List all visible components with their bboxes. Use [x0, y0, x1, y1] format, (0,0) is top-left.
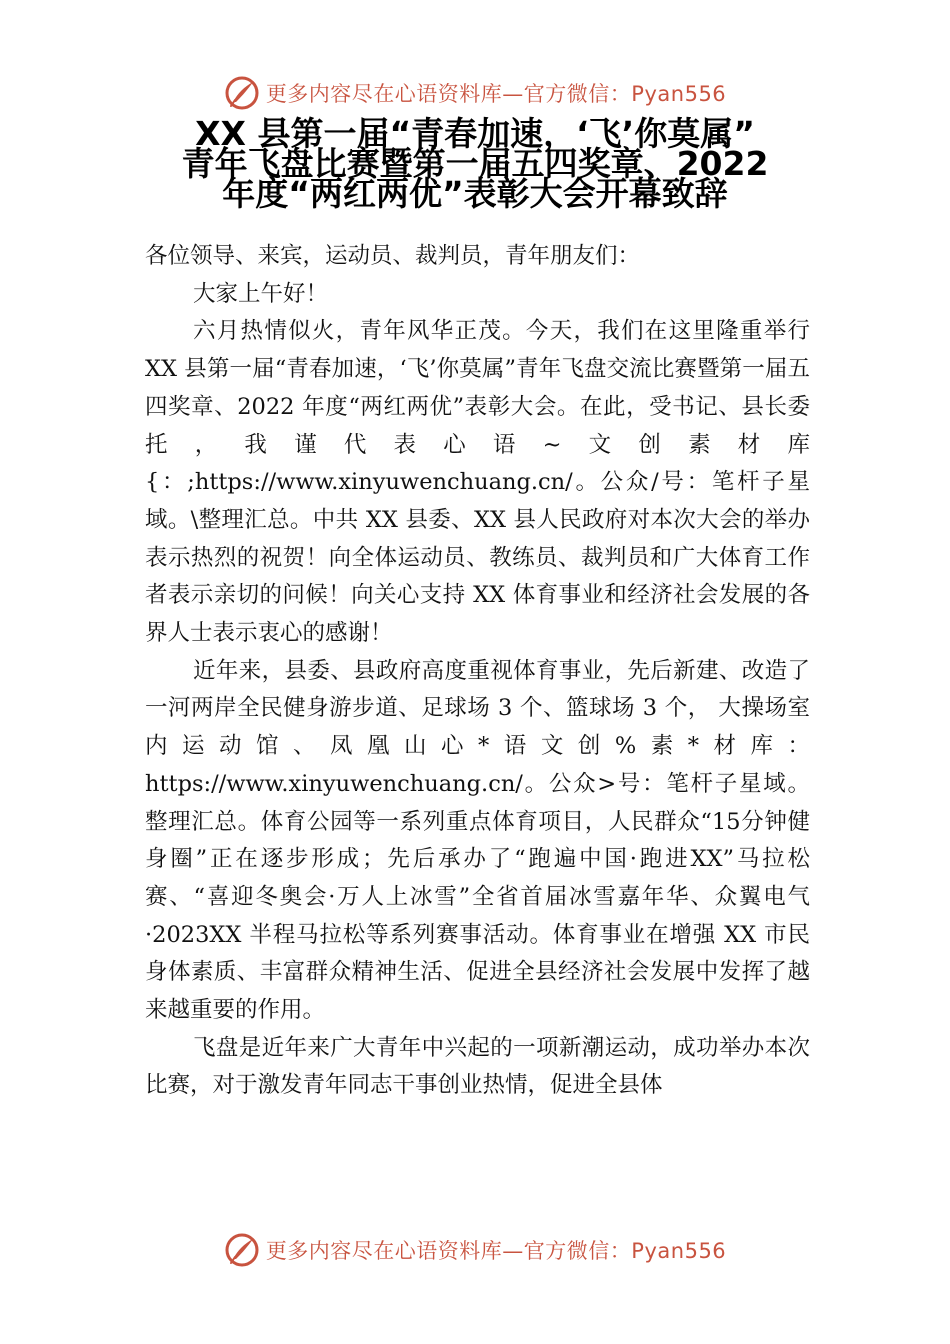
salutation: 各位领导、来宾，运动员、裁判员，青年朋友们： — [145, 243, 641, 269]
greeting: 大家上午好！ — [193, 280, 329, 307]
title-line: XX 县第一届“青春加速，‘飞’你莫属” — [195, 114, 755, 153]
paragraph: 飞盘是近年来广大青年中兴起的一项新潮运动，成功举办本次比赛，对于激发青年同志干事创业热情，促进全县体 — [145, 1034, 810, 1099]
watermark-header — [0, 71, 950, 115]
document-body — [145, 238, 810, 1105]
feather-brush-logo-icon — [224, 1232, 260, 1268]
watermark-text: 更多内容尽在心语资料库—官方微信：Pyan556 — [265, 82, 727, 106]
feather-brush-logo-icon — [224, 75, 260, 111]
title-line: 青年飞盘比赛暨第一届五四奖章、2022 — [181, 144, 769, 183]
title-line: 年度“两红两优”表彰大会开幕致辞 — [222, 174, 728, 213]
paragraph: 近年来，县委、县政府高度重视体育事业，先后新建、改造了一河两岸全民健身游步道、足球场 3 个、篮球场 3 个， 大操场室内运动馆、凤凰山心*语文创%素*材库：https://www.xinyuwenchuang.cn/。公众>号：笔杆子星域。整理汇总。体育公园等一系列重点体育项目，人民群众“15分钟健身圈”正在逐步形成；先后承办了“跑遍中国·跑进XX”马拉松赛、“喜迎冬奥会·万人上冰雪”全省首届冰雪嘉年华、众翼电气·2023XX 半程马拉松等系列赛事活动。体育事业在增强 XX 市民身体素质、丰富群众精神生活、促进全县经济社会发展中发挥了越来越重要的作用。 — [145, 657, 810, 1024]
watermark-footer — [0, 1228, 950, 1272]
paragraph: 六月热情似火，青年风华正茂。今天，我们在这里隆重举行 XX 县第一届“青春加速，‘飞’你莫属”青年飞盘交流比赛暨第一届五四奖章、2022 年度“两红两优”表彰大会。在此，受书记、县长委托，我谨代表心语~文创素材库{：;https://www.xinyuwenchuang.cn/。公众/号：笔杆子星域。\整理汇总。中共 XX 县委、XX 县人民政府对本次大会的举办表示热烈的祝贺！向全体运动员、教练员、裁判员和广大体育工作者表示亲切的问候！向关心支持 XX 体育事业和经济社会发展的各界人士表示衷心的感谢！ — [145, 318, 810, 647]
document-title — [130, 114, 820, 213]
watermark-text: 更多内容尽在心语资料库—官方微信：Pyan556 — [265, 1239, 727, 1263]
